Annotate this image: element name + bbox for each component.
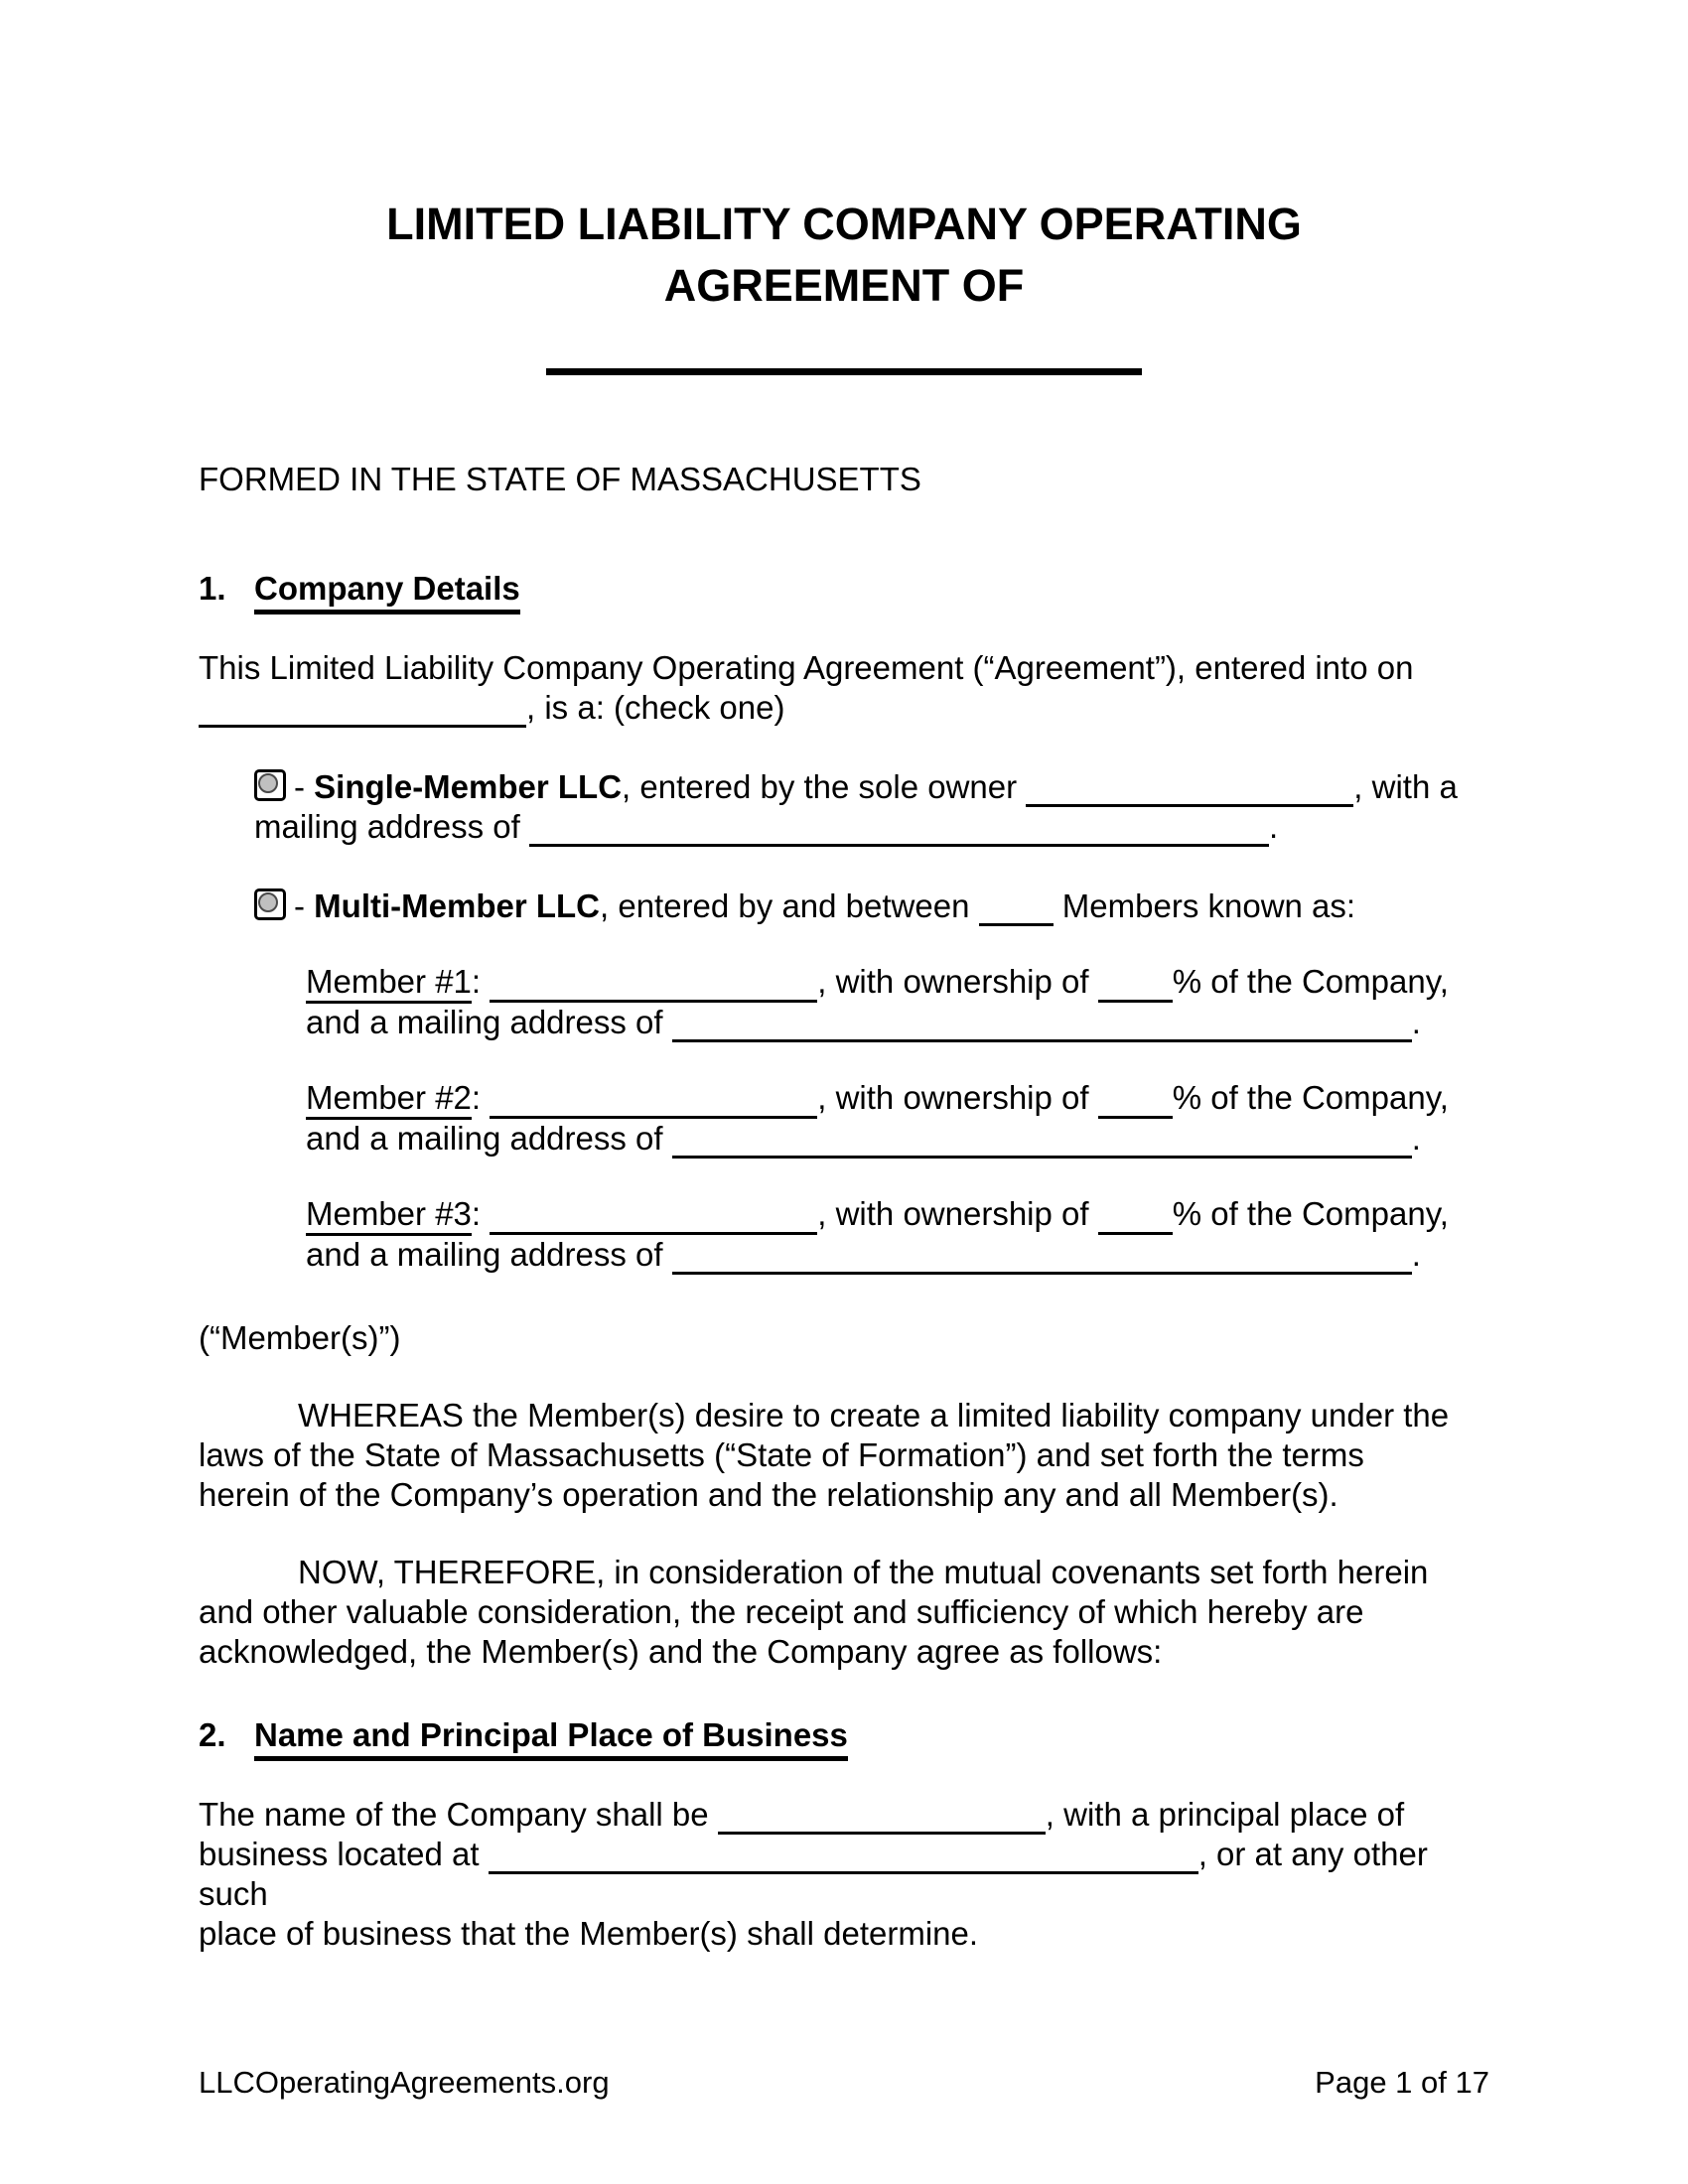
single-member-option [199, 767, 1489, 847]
section-1-number: 1. [199, 570, 226, 607]
company-name-text-2: , with a principal place of [1045, 1796, 1405, 1833]
member-3-percent-text: % of the Company, [1172, 1195, 1449, 1232]
member-3-percent-blank[interactable] [1098, 1198, 1173, 1235]
single-member-dash: - [294, 768, 315, 805]
single-member-text-2: , with a [1353, 768, 1458, 805]
company-name-text-1: The name of the Company shall be [199, 1796, 718, 1833]
member-3-address-text: and a mailing address of [306, 1236, 672, 1273]
member-2-percent-blank[interactable] [1098, 1082, 1173, 1119]
member-count-blank[interactable] [979, 889, 1054, 926]
footer-site: LLCOperatingAgreements.org [199, 2065, 610, 2100]
sole-owner-name-blank[interactable] [1026, 770, 1353, 807]
now-line-3: acknowledged, the Member(s) and the Company agree as follows: [199, 1633, 1163, 1670]
now-line-1: NOW, THEREFORE, in consideration of the mutual covenants set forth herein [298, 1554, 1429, 1590]
member-1-ownership-text: , with ownership of [817, 963, 1098, 1000]
now-therefore-paragraph [199, 1553, 1489, 1672]
member-1-name-blank[interactable] [490, 966, 817, 1003]
single-member-text-3: mailing address of [254, 808, 529, 845]
member-3-row [199, 1194, 1489, 1275]
section-1-heading [199, 569, 1489, 609]
section-1-label: Company Details [254, 570, 520, 614]
member-1-period: . [1411, 1004, 1421, 1040]
single-member-address-blank[interactable] [529, 810, 1269, 847]
company-name-title-blank[interactable] [546, 368, 1142, 375]
member-2-row [199, 1078, 1489, 1159]
intro-text-1: This Limited Liability Company Operating Agreement (“Agreement”), entered into on [199, 649, 1414, 686]
company-name-text-4: , or at any other such [199, 1836, 1428, 1912]
member-1-label: Member #1 [306, 963, 472, 1004]
multi-member-option [199, 887, 1489, 926]
member-3-ownership-text: , with ownership of [817, 1195, 1098, 1232]
member-2-label: Member #2 [306, 1079, 472, 1120]
member-1-colon: : [471, 963, 491, 1000]
multi-member-label: Multi-Member LLC [314, 887, 600, 924]
formed-state-line: FORMED IN THE STATE OF MASSACHUSETTS [199, 461, 921, 497]
single-member-period: . [1268, 808, 1279, 845]
member-1-percent-blank[interactable] [1098, 966, 1173, 1003]
title-line-1: LIMITED LIABILITY COMPANY OPERATING [386, 199, 1302, 249]
member-2-address-text: and a mailing address of [306, 1120, 672, 1157]
whereas-line-3: herein of the Company’s operation and the relationship any and all Member(s). [199, 1476, 1338, 1513]
member-3-address-blank[interactable] [672, 1238, 1412, 1275]
section-2-label: Name and Principal Place of Business [254, 1716, 848, 1761]
member-3-label: Member #3 [306, 1195, 472, 1236]
multi-member-text-1: , entered by and between [600, 887, 979, 924]
agreement-date-blank[interactable] [199, 691, 526, 728]
now-line-2: and other valuable consideration, the receipt and sufficiency of which hereby are [199, 1593, 1364, 1630]
whereas-paragraph [199, 1396, 1489, 1515]
member-1-row [199, 962, 1489, 1042]
title-line-2: AGREEMENT OF [663, 260, 1025, 311]
member-3-name-blank[interactable] [490, 1198, 817, 1235]
member-2-period: . [1411, 1120, 1421, 1157]
footer-page-number: Page 1 of 17 [1315, 2065, 1489, 2100]
multi-member-checkbox-icon[interactable] [254, 888, 286, 920]
company-name-paragraph [199, 1795, 1489, 1954]
whereas-line-2: laws of the State of Massachusetts (“State of Formation”) and set forth the terms [199, 1436, 1364, 1473]
member-1-address-blank[interactable] [672, 1006, 1412, 1042]
company-name-text-3: business located at [199, 1836, 489, 1872]
company-name-field-blank[interactable] [718, 1798, 1046, 1835]
multi-member-dash: - [294, 887, 315, 924]
member-1-address-text: and a mailing address of [306, 1004, 672, 1040]
members-tag: (“Member(s)”) [199, 1319, 401, 1356]
whereas-line-1: WHEREAS the Member(s) desire to create a limited liability company under the [298, 1397, 1450, 1433]
section-2-number: 2. [199, 1716, 226, 1753]
business-address-blank[interactable] [489, 1838, 1198, 1874]
page-footer [199, 2065, 1489, 2101]
company-name-text-5: place of business that the Member(s) shall determine. [199, 1915, 979, 1952]
single-member-checkbox-icon[interactable] [254, 769, 286, 801]
section-2-heading [199, 1715, 1489, 1755]
single-member-text-1: , entered by the sole owner [622, 768, 1027, 805]
document-title [199, 194, 1489, 317]
multi-member-text-2: Members known as: [1053, 887, 1356, 924]
member-3-colon: : [471, 1195, 491, 1232]
intro-text-2: , is a: (check one) [526, 689, 785, 726]
member-2-colon: : [471, 1079, 491, 1116]
intro-paragraph [199, 648, 1489, 728]
member-1-percent-text: % of the Company, [1172, 963, 1449, 1000]
member-3-period: . [1411, 1236, 1421, 1273]
member-2-ownership-text: , with ownership of [817, 1079, 1098, 1116]
member-2-name-blank[interactable] [490, 1082, 817, 1119]
member-2-address-blank[interactable] [672, 1122, 1412, 1159]
single-member-label: Single-Member LLC [314, 768, 623, 805]
member-2-percent-text: % of the Company, [1172, 1079, 1449, 1116]
